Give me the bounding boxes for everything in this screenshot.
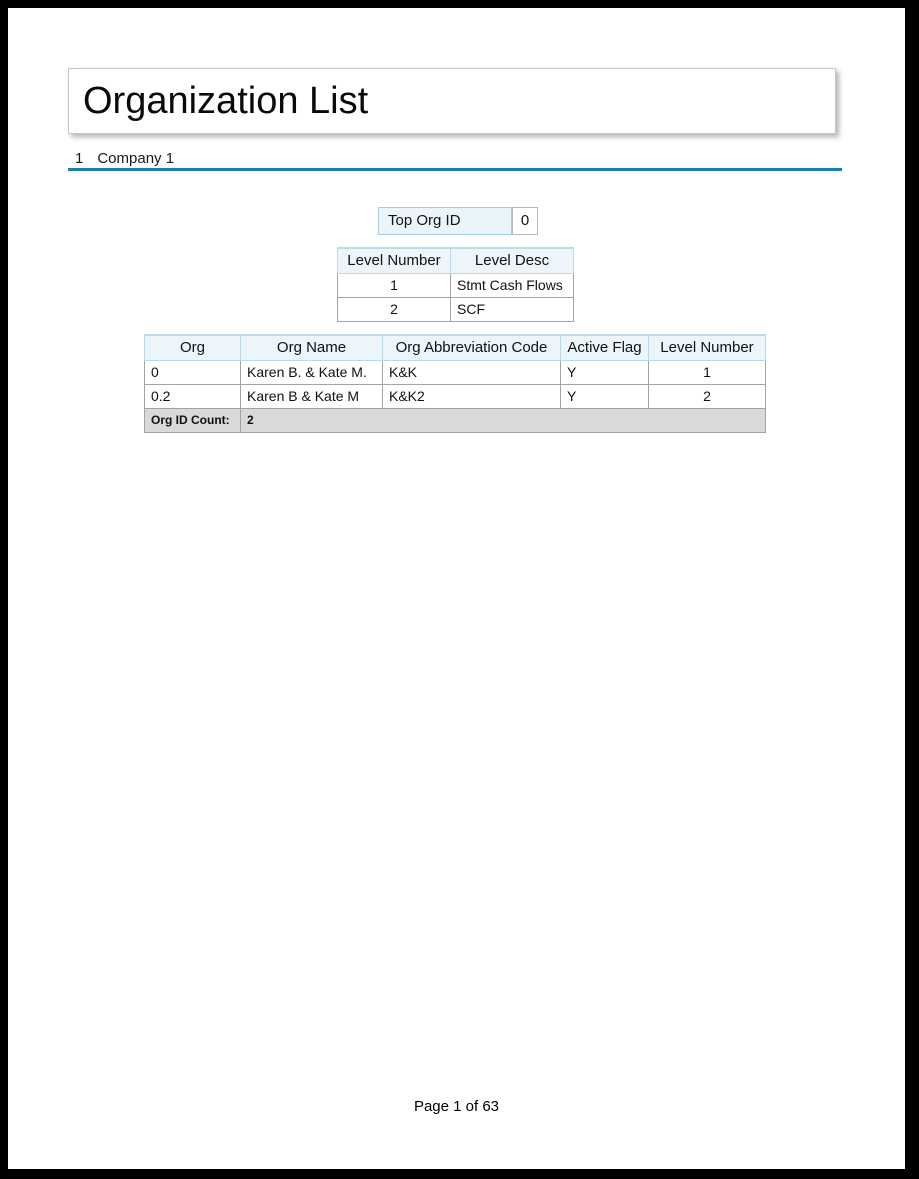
top-org-id-label: Top Org ID: [378, 207, 512, 235]
table-row: [338, 297, 574, 321]
active-flag-cell: Y: [561, 384, 649, 408]
org-table-header-level-number: Level Number: [649, 335, 766, 360]
section-name: Company 1: [97, 150, 175, 167]
org-table: [144, 334, 766, 433]
org-cell: 0.2: [145, 384, 241, 408]
top-org-id-value: 0: [512, 207, 538, 235]
org-cell: 0: [145, 360, 241, 384]
org-table-header-org: Org: [145, 335, 241, 360]
org-name-cell: Karen B & Kate M: [241, 384, 383, 408]
table-row: [145, 384, 766, 408]
org-table-summary-row: [145, 408, 766, 432]
active-flag-cell: Y: [561, 360, 649, 384]
level-desc-cell: SCF: [451, 297, 574, 321]
table-row: [338, 273, 574, 297]
org-table-header-row: [145, 335, 766, 360]
level-table-header-level-number: Level Number: [338, 248, 451, 273]
report-title-box: [68, 68, 836, 134]
page-title: Organization List: [83, 80, 369, 122]
org-table-header-abbrev-code: Org Abbreviation Code: [383, 335, 561, 360]
org-table-header-active-flag: Active Flag: [561, 335, 649, 360]
org-name-cell: Karen B. & Kate M.: [241, 360, 383, 384]
org-table-header-org-name: Org Name: [241, 335, 383, 360]
level-desc-cell: Stmt Cash Flows: [451, 273, 574, 297]
section-header: [75, 150, 174, 167]
org-id-count-value: 2: [241, 408, 766, 432]
section-divider-rule: [68, 168, 842, 171]
abbrev-code-cell: K&K2: [383, 384, 561, 408]
table-row: [145, 360, 766, 384]
level-table-header-level-desc: Level Desc: [451, 248, 574, 273]
level-number-cell: 1: [649, 360, 766, 384]
level-table: [337, 247, 574, 322]
report-page: [8, 8, 905, 1169]
section-number: 1: [75, 150, 84, 167]
level-number-cell: 2: [338, 297, 451, 321]
level-number-cell: 2: [649, 384, 766, 408]
abbrev-code-cell: K&K: [383, 360, 561, 384]
level-number-cell: 1: [338, 273, 451, 297]
org-id-count-label: Org ID Count:: [145, 408, 241, 432]
page-number: Page 1 of 63: [413, 1098, 500, 1115]
level-table-header-row: [338, 248, 574, 273]
